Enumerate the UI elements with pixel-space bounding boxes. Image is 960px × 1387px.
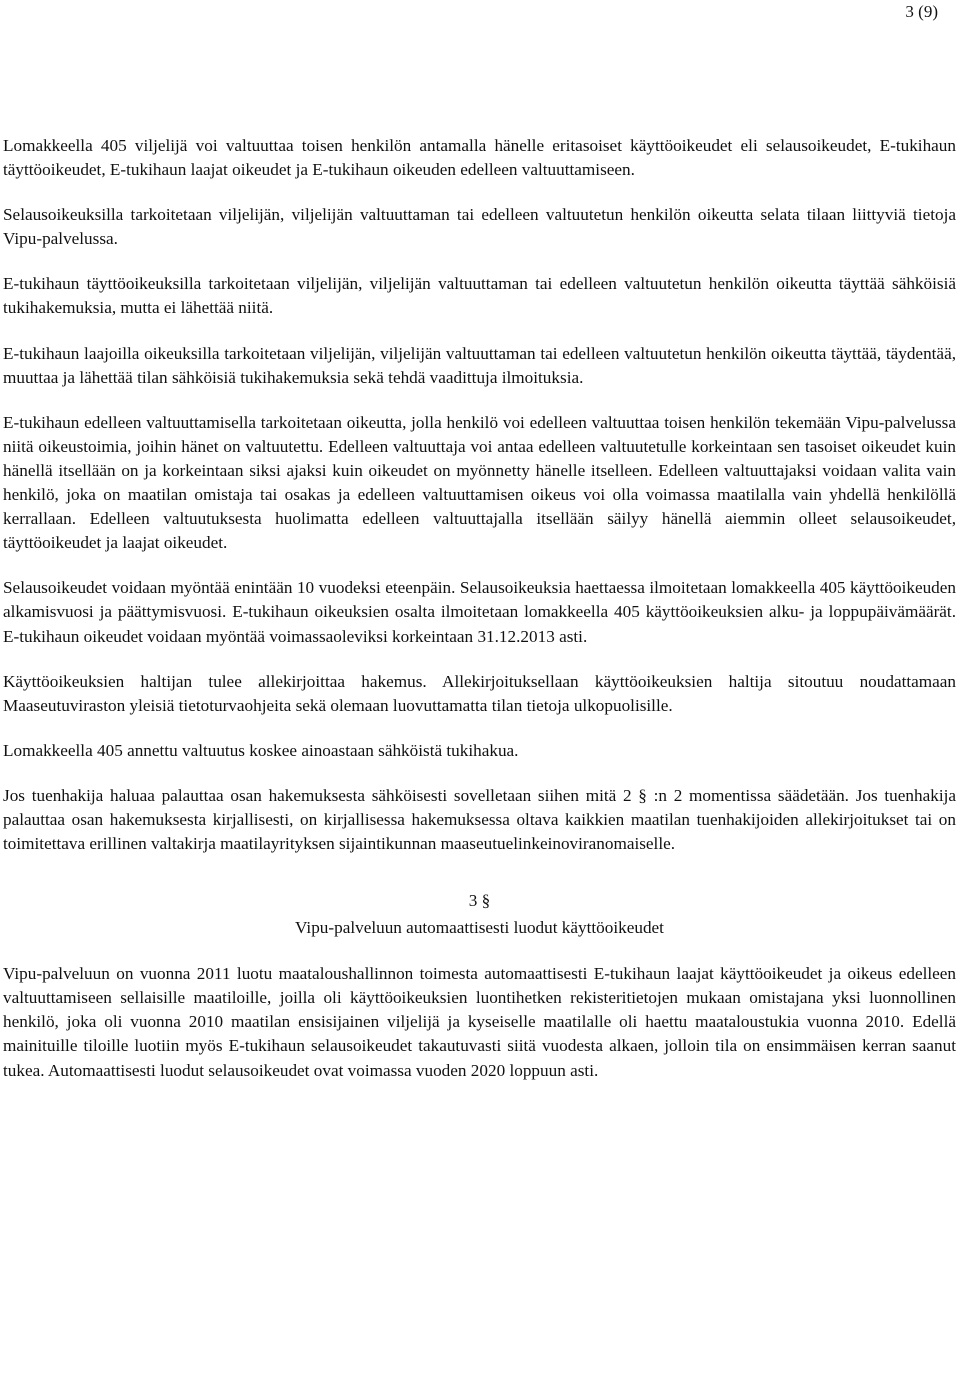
paragraph-electronic-only: Lomakkeella 405 annettu valtuutus koskee ainoastaan sähköistä tukihakua. [3,740,519,760]
paragraph-extended-rights: E-tukihaun laajoilla oikeuksilla tarkoitetaan viljelijän, viljelijän valtuuttaman tai edelleen valtuutetun henkilön oikeutta täyttää, täydentää, muuttaa ja lähettää tilan sähköisiä tukihakemuksia sekä tehdä vaadittuja ilmoituksia. [3,343,956,387]
document-body [3,134,956,1104]
section-number: 3 § [468,891,491,911]
section-heading [3,887,956,941]
page-number: 3 (9) [905,2,938,21]
paragraph-further-authorization: E-tukihaun edelleen valtuuttamisella tarkoitetaan oikeutta, jolla henkilö voi edelleen valtuuttaa toisen henkilön tekemään Vipu-palvelussa niitä oikeustoimia, joihin hänet on valtuutettu. Edelleen valtuuttaja voi antaa edelleen valtuutetulle korkeintaan sen tasoiset oikeudet kuin hänellä itsellään on ja korkeintaan siksi ajaksi kuin oikeudet on myönnetty hänelle itselleen. Edelleen valtuuttajaksi voidaan valita vain henkilö, joka on maatilan omistaja tai osakas ja edelleen valtuuttamisen oikeus voi olla voimassa maatilalla vain yhdellä henkilöllä kerrallaan. Edelleen valtuutuksesta huolimatta edelleen valtuuttajalla itsellään säilyy hänellä aiemmin olleet selausoikeudet, täyttöoikeudet ja laajat oikeudet. [3,412,956,553]
paragraph-signature: Käyttöoikeuksien haltijan tulee allekirjoittaa hakemus. Allekirjoituksellaan käyttöoikeuksien haltija sitoutuu noudattamaan Maaseutuviraston yleisiä tietoturvaohjeita sekä olemaan luovuttamatta tilan tietoja ulkopuolisille. [3,671,956,715]
paragraph-partial-return: Jos tuenhakija haluaa palauttaa osan hakemuksesta sähköisesti sovelletaan siihen mitä 2 § :n 2 momentissa säädetään. Jos tuenhakija palauttaa osan hakemuksesta kirjallisesti, on kirjallisessa hakemuksessa oltava kaikkien maatilan tuenhakijoiden allekirjoitukset tai on toimitettava erillinen valtakirja maatilayrityksen sijaintikunnan maaseutuelinkeinoviranomaiselle. [3,785,956,854]
section-title: Vipu-palveluun automaattisesti luodut käyttöoikeudet [295,918,664,938]
paragraph-automatic-rights: Vipu-palveluun on vuonna 2011 luotu maataloushallinnon toimesta automaattisesti E-tukihaun laajat käyttöoikeudet ja oikeus edelleen valtuuttamiseen sellaisille maatiloille, joilla oli käyttöoikeuksien luontihetken rekisteritietojen mukaan omistajana yksi luonnollinen henkilö, joka oli vuonna 2010 maatilan ensisijainen viljelijä ja kyseiselle maatilalle oli haettu maataloustukia vuonna 2010. Edellä mainituille tiloille luotiin myös E-tukihaun selausoikeudet takautuvasti siitä vuodesta alkaen, jolloin tila on ensimmäisen kerran saanut tukea. Automaattisesti luodut selausoikeudet ovat voimassa vuoden 2020 loppuun asti. [3,964,956,1080]
paragraph-validity-period: Selausoikeudet voidaan myöntää enintään 10 vuodeksi eteenpäin. Selausoikeuksia haettaessa ilmoitetaan lomakkeella 405 käyttöoikeuden alkamisvuosi ja päättymisvuosi. E-tukihaun oikeuksien osalta ilmoitetaan lomakkeella 405 käyttöoikeuksien alku- ja loppupäivämäärät. E-tukihaun oikeudet voidaan myöntää voimassaoleviksi korkeintaan 31.12.2013 asti. [3,578,956,646]
paragraph-authorization-levels: Lomakkeella 405 viljelijä voi valtuuttaa toisen henkilön antamalla hänelle eritasoiset käyttöoikeudet eli selausoikeudet, E-tukihaun täyttöoikeudet, E-tukihaun laajat oikeudet ja E-tukihaun oikeuden edelleen valtuuttamiseen. [3,136,956,180]
paragraph-browsing-rights: Selausoikeuksilla tarkoitetaan viljelijän, viljelijän valtuuttaman tai edelleen valtuutetun henkilön oikeutta selata tilaan liittyviä tietoja Vipu-palvelussa. [3,205,956,249]
paragraph-filling-rights: E-tukihaun täyttöoikeuksilla tarkoitetaan viljelijän, viljelijän valtuuttaman tai edelleen valtuutetun henkilön oikeutta täyttää sähköisiä tukihakemuksia, mutta ei lähettää niitä. [3,274,956,318]
